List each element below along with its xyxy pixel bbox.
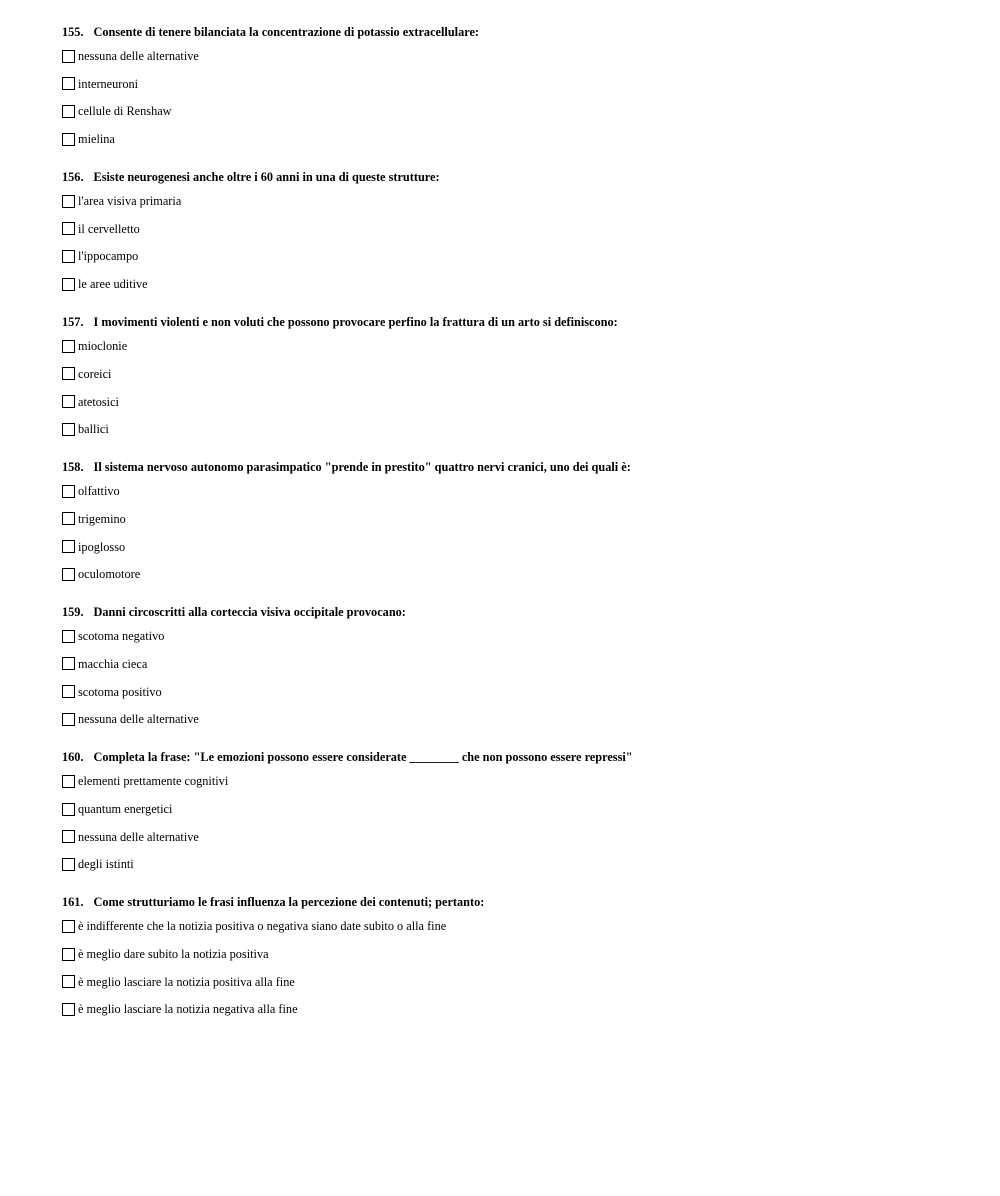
option-label: atetosici (78, 394, 119, 409)
checkbox[interactable] (62, 105, 75, 118)
option-label: è meglio lasciare la notizia negativa alla fine (78, 1002, 298, 1017)
checkbox[interactable] (62, 858, 75, 871)
option[interactable] (62, 856, 962, 872)
checkbox[interactable] (62, 423, 75, 436)
question-text: Come strutturiamo le frasi influenza la percezione dei contenuti; pertanto: (93, 895, 485, 910)
option[interactable] (62, 1001, 962, 1017)
question-number: 156. (62, 170, 84, 185)
question-text: I movimenti violenti e non voluti che possono provocare perfino la frattura di un arto si definiscono: (93, 315, 618, 330)
checkbox[interactable] (62, 975, 75, 988)
checkbox[interactable] (62, 1003, 75, 1016)
option-label: olfattivo (78, 484, 120, 499)
question-number: 155. (62, 25, 84, 39)
checkbox[interactable] (62, 920, 75, 933)
option[interactable] (62, 801, 962, 817)
checkbox[interactable] (62, 222, 75, 235)
question-text: Consente di tenere bilanciata la concentrazione di potassio extracellulare: (93, 25, 480, 39)
checkbox[interactable] (62, 512, 75, 525)
checkbox[interactable] (62, 713, 75, 726)
option-label: oculomotore (78, 567, 141, 582)
question-title (62, 315, 962, 330)
option-label: cellule di Renshaw (78, 104, 172, 119)
option-label: è meglio lasciare la notizia positiva alla fine (78, 974, 295, 989)
question-text: Il sistema nervoso autonomo parasimpatico "prende in prestito" quattro nervi cranici, uno dei quali è: (93, 460, 631, 475)
option-label: degli istinti (78, 857, 134, 872)
option-label: nessuna delle alternative (78, 49, 199, 63)
option[interactable] (62, 48, 962, 64)
option[interactable] (62, 829, 962, 845)
option[interactable] (62, 131, 962, 147)
checkbox[interactable] (62, 630, 75, 643)
question-title (62, 895, 962, 910)
option-label: coreici (78, 366, 112, 381)
question-number: 157. (62, 315, 84, 330)
question-158 (62, 460, 962, 582)
checkbox[interactable] (62, 340, 75, 353)
option[interactable] (62, 193, 962, 209)
question-title (62, 750, 962, 765)
question-title (62, 460, 962, 475)
option-label: elementi prettamente cognitivi (78, 774, 229, 789)
question-156 (62, 170, 962, 292)
question-number: 161. (62, 895, 84, 910)
checkbox[interactable] (62, 195, 75, 208)
question-157 (62, 315, 962, 437)
option[interactable] (62, 103, 962, 119)
checkbox[interactable] (62, 50, 75, 63)
checkbox[interactable] (62, 133, 75, 146)
question-title (62, 170, 962, 185)
checkbox[interactable] (62, 250, 75, 263)
option[interactable] (62, 566, 962, 582)
option-label: nessuna delle alternative (78, 829, 199, 844)
option[interactable] (62, 338, 962, 354)
option-label: mioclonie (78, 339, 128, 354)
checkbox[interactable] (62, 367, 75, 380)
checkbox[interactable] (62, 803, 75, 816)
option-label: macchia cieca (78, 656, 148, 671)
option[interactable] (62, 421, 962, 437)
option-label: scotoma negativo (78, 629, 165, 644)
option-label: il cervelletto (78, 221, 140, 236)
option-label: ipoglosso (78, 539, 126, 554)
option[interactable] (62, 366, 962, 382)
option-label: mielina (78, 132, 115, 147)
question-text: Danni circoscritti alla corteccia visiva occipitale provocano: (93, 605, 406, 620)
option-label: ballici (78, 422, 109, 437)
checkbox[interactable] (62, 685, 75, 698)
question-text: Esiste neurogenesi anche oltre i 60 anni in una di queste strutture: (93, 170, 440, 185)
option[interactable] (62, 483, 962, 499)
option[interactable] (62, 76, 962, 92)
option-label: è meglio dare subito la notizia positiva (78, 947, 269, 962)
option[interactable] (62, 248, 962, 264)
checkbox[interactable] (62, 77, 75, 90)
option[interactable] (62, 656, 962, 672)
question-number: 160. (62, 750, 84, 765)
checkbox[interactable] (62, 657, 75, 670)
question-number: 158. (62, 460, 84, 475)
option[interactable] (62, 221, 962, 237)
question-159 (62, 605, 962, 727)
question-155 (62, 25, 962, 147)
option-label: nessuna delle alternative (78, 712, 199, 727)
option[interactable] (62, 974, 962, 990)
option[interactable] (62, 711, 962, 727)
checkbox[interactable] (62, 948, 75, 961)
checkbox[interactable] (62, 568, 75, 581)
option[interactable] (62, 628, 962, 644)
option[interactable] (62, 684, 962, 700)
option[interactable] (62, 394, 962, 410)
question-number: 159. (62, 605, 84, 620)
checkbox[interactable] (62, 830, 75, 843)
option[interactable] (62, 946, 962, 962)
checkbox[interactable] (62, 775, 75, 788)
question-title (62, 25, 962, 40)
checkbox[interactable] (62, 485, 75, 498)
checkbox[interactable] (62, 395, 75, 408)
option-label: è indifferente che la notizia positiva o negativa siano date subito o alla fine (78, 919, 447, 934)
option-label: le aree uditive (78, 277, 148, 292)
option-label: scotoma positivo (78, 684, 162, 699)
checkbox[interactable] (62, 278, 75, 291)
option[interactable] (62, 511, 962, 527)
option-label: quantum energetici (78, 802, 173, 816)
option[interactable] (62, 539, 962, 555)
question-text: Completa la frase: "Le emozioni possono essere considerate ________ che non possono essere repressi" (93, 750, 633, 765)
option[interactable] (62, 276, 962, 292)
option-label: l'area visiva primaria (78, 194, 182, 209)
question-title (62, 605, 962, 620)
option[interactable] (62, 773, 962, 789)
question-161 (62, 895, 962, 1017)
question-160 (62, 750, 962, 872)
option-label: trigemino (78, 511, 126, 526)
option-label: interneuroni (78, 76, 139, 91)
checkbox[interactable] (62, 540, 75, 553)
option-label: l'ippocampo (78, 249, 139, 264)
option[interactable] (62, 918, 962, 934)
quiz-page (62, 25, 962, 1040)
